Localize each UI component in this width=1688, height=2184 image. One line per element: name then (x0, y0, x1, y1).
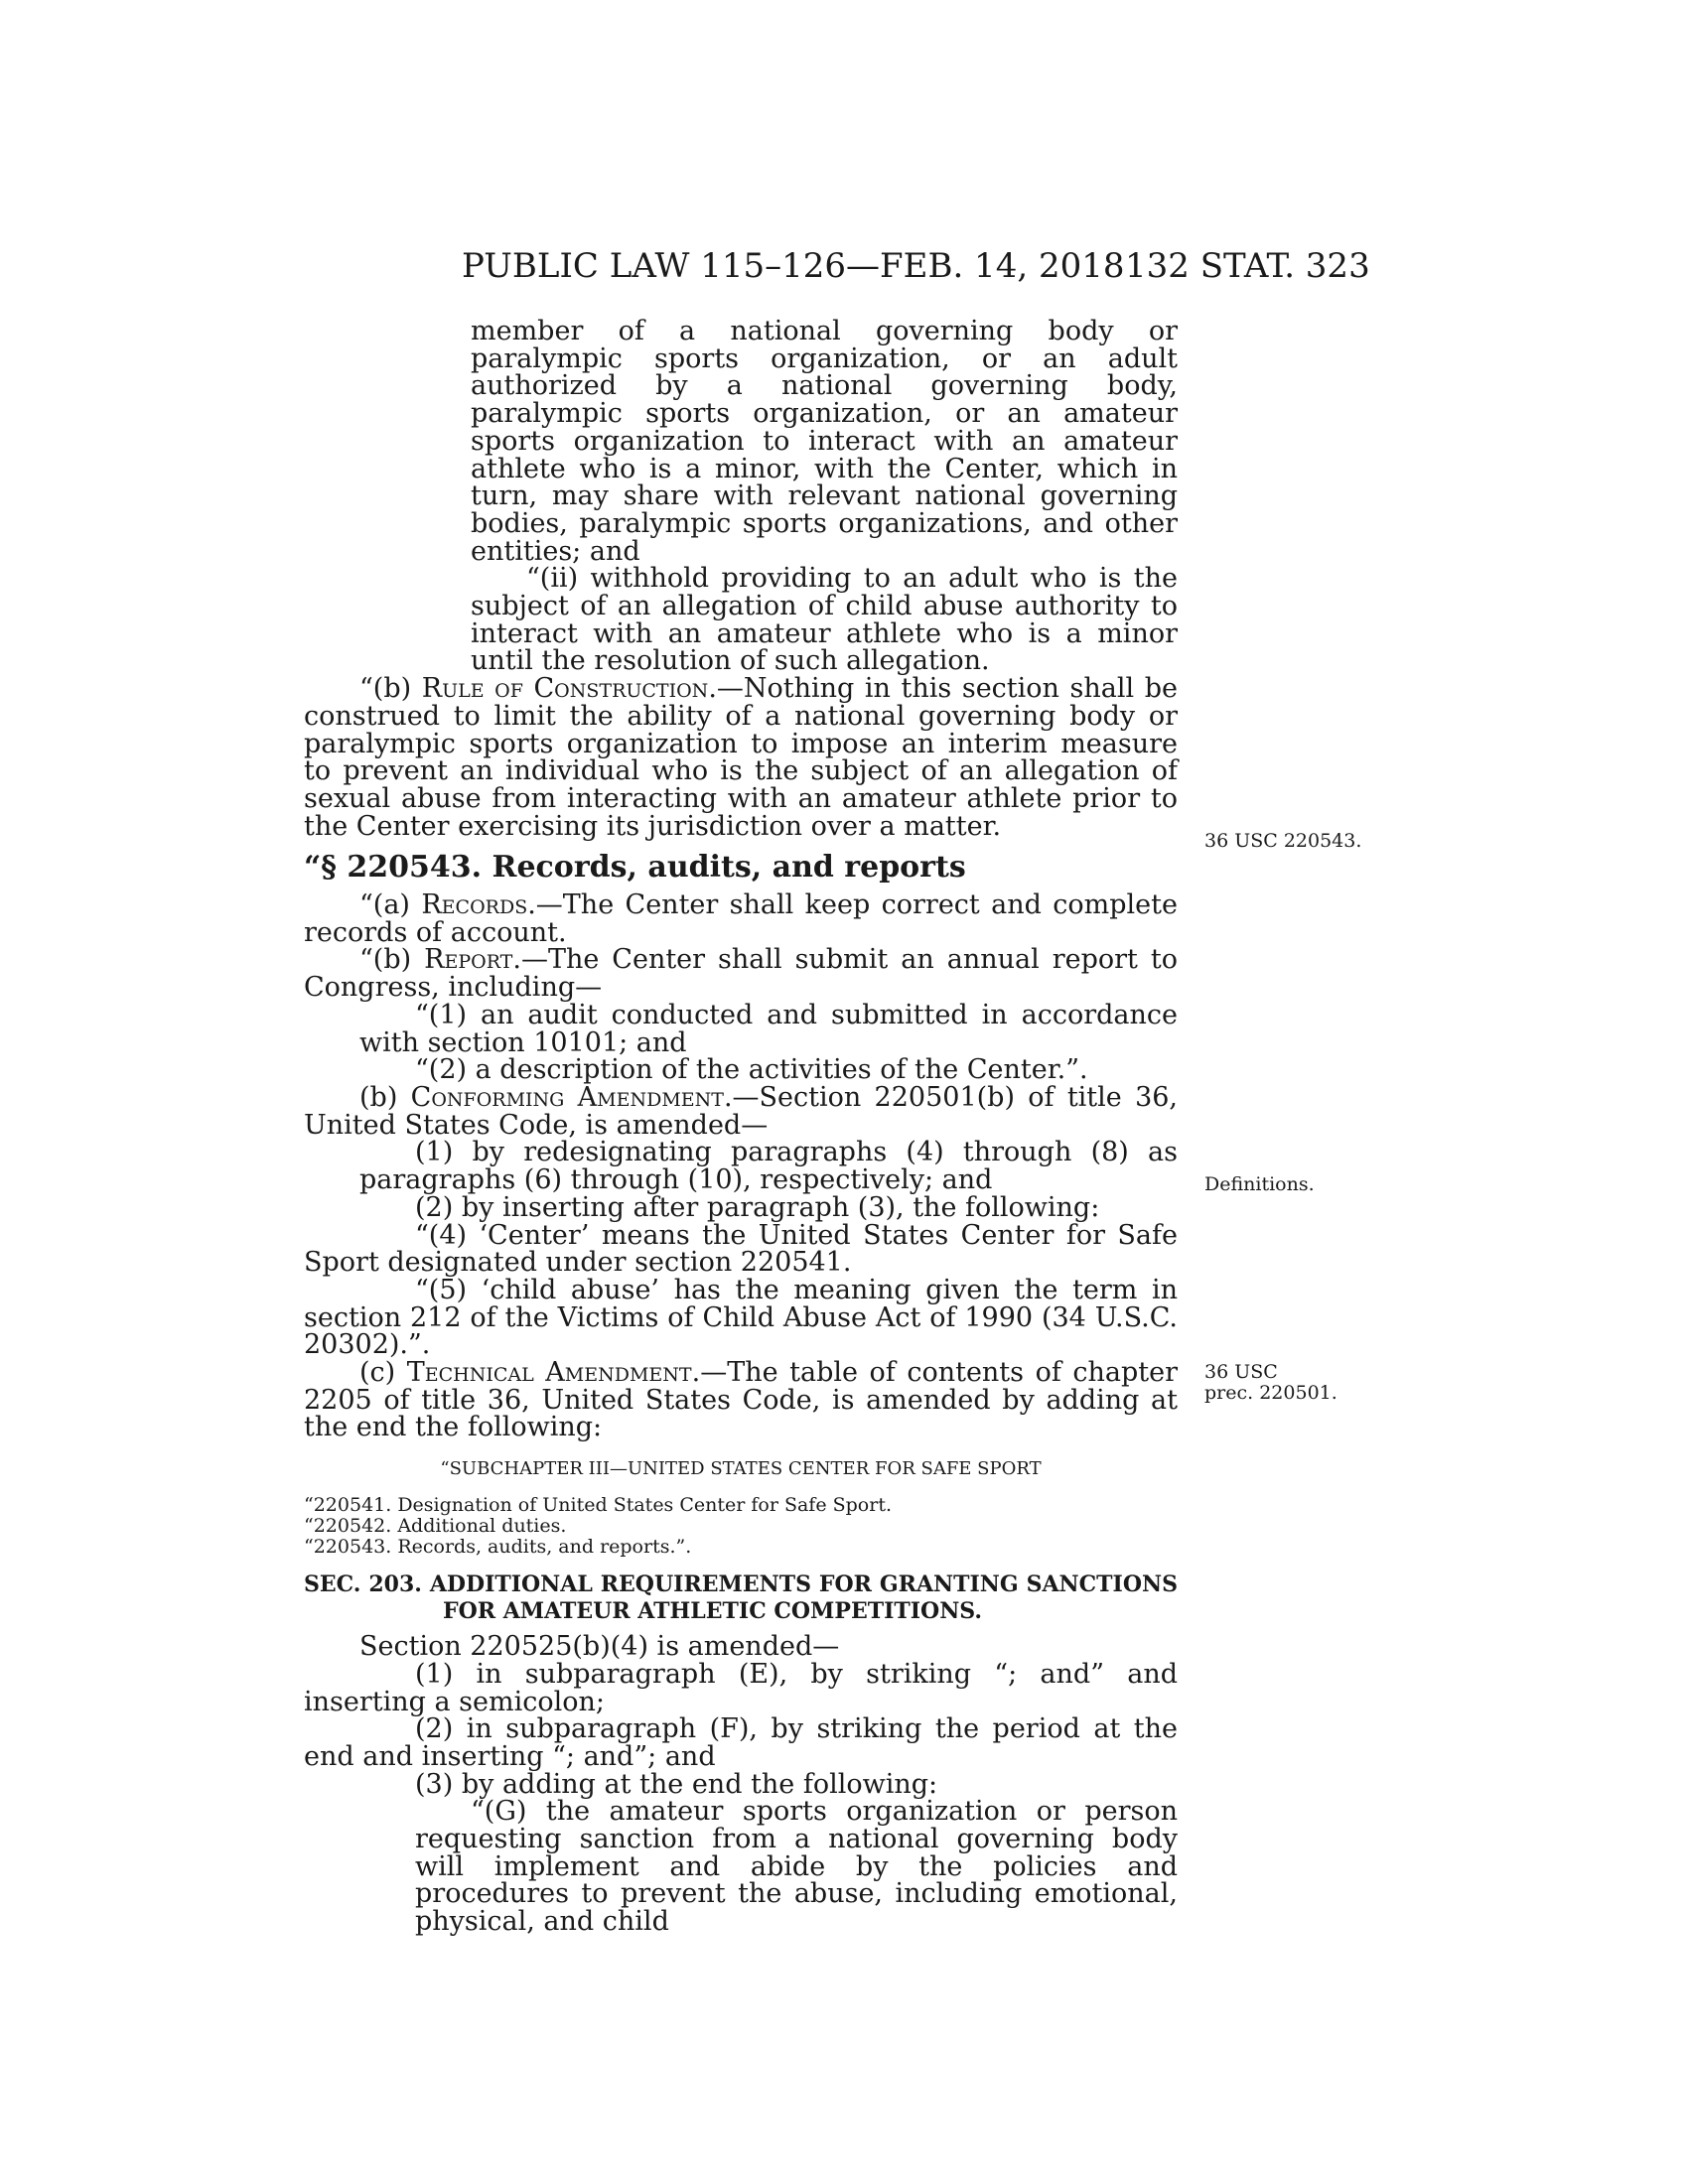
subsection-b-report (304, 944, 1178, 1004)
section-203-paragraph-2: (2) in subparagraph (F), by striking the period at the end and inserting “; and”; and (304, 1713, 1178, 1772)
running-head: PUBLIC LAW 115–126—FEB. 14, 2018 (462, 246, 1125, 286)
subsection-a-records (304, 891, 1178, 946)
margin-note-usc-line2: prec. 220501. (1204, 1382, 1337, 1404)
page-number: 132 STAT. 323 (1125, 246, 1370, 286)
paragraph-2-description: “(2) a description of the activities of the Center.”. (415, 1054, 1088, 1086)
conforming-paragraph-2: (2) by inserting after paragraph (3), the following: (415, 1191, 1100, 1223)
clause-ii: “(ii) withhold providing to an adult who is the subject of an allegation of child abuse authority to interact with an amateur athlete who is a minor until the resolution of such allegation. (471, 563, 1178, 677)
subsection-b-heading: Rule of Construction (421, 673, 709, 705)
section-203-paragraph-3: (3) by adding at the end the following: (415, 1768, 938, 1800)
subsection-b-prefix: “(b) (359, 673, 422, 705)
toc-item: “220543. Records, audits, and reports.”. (304, 1536, 692, 1559)
conforming-amendment-prefix: (b) (359, 1081, 411, 1113)
toc-item: “220542. Additional duties. (304, 1515, 567, 1538)
conforming-amendment-heading: Conforming Amendment (410, 1081, 724, 1113)
subsection-b-rule (304, 675, 1178, 840)
paragraph-1-audit: “(1) an audit conducted and submitted in accordance with section 10101; and (359, 999, 1178, 1058)
subsection-a-prefix: “(a) (359, 889, 422, 921)
paragraph-continuation: member of a national governing body or paralympic sports organization, or an adult authorized by a national governing body, paralympic sports organization, or an amateur sports organization to interact with an amateur athlete who is a minor, with the Center, which in turn, may share with relevant national governing bodies, paralympic sports organizations, and other entities; and (471, 316, 1178, 567)
subsection-b-text: .—Nothing in this section shall be construed to limit the ability of a national governing body or paralympic sports organization to impose an interim measure to prevent an individual who is the subject of an allegation of sexual abuse from interacting with an amateur athlete prior to the Center exercising its jurisdiction over a matter. (304, 673, 1178, 842)
definition-4-center: “(4) ‘Center’ means the United States Center for Safe Sport designated under section 220541. (304, 1219, 1178, 1279)
subsection-b-report-text: .—The Center shall submit an annual report to Congress, including— (304, 944, 1178, 1004)
subparagraph-G: “(G) the amateur sports organization or person requesting sanction from a national governing body will implement and abide by the policies and procedures to prevent the abuse, including emotional, physical, and child (415, 1796, 1178, 1938)
margin-note-usc-220543: 36 USC 220543. (1204, 830, 1362, 852)
conforming-amendment-text: .—Section 220501(b) of title 36, United States Code, is amended— (304, 1081, 1179, 1141)
margin-note-usc-line1: 36 USC (1204, 1361, 1278, 1383)
subsection-b-report-prefix: “(b) (359, 944, 425, 976)
technical-amendment-heading: Technical Amendment (406, 1357, 692, 1389)
subsection-b-report-heading: Report (424, 944, 513, 976)
toc-item: “220541. Designation of United States Center for Safe Sport. (304, 1494, 892, 1517)
toc-subchapter-title: “SUBCHAPTER III—UNITED STATES CENTER FOR SAFE SPORT (440, 1458, 1042, 1480)
section-203-intro: Section 220525(b)(4) is amended— (359, 1631, 840, 1663)
section-203-heading: SEC. 203. ADDITIONAL REQUIREMENTS FOR GRANTING SANCTIONS FOR AMATEUR ATHLETIC COMPETITIONS. (304, 1571, 1178, 1625)
margin-note-definitions: Definitions. (1204, 1173, 1315, 1195)
section-220543-heading: “§ 220543. Records, audits, and reports (304, 850, 966, 886)
section-203-paragraph-1: (1) in subparagraph (E), by striking “; and” and inserting a semicolon; (304, 1658, 1178, 1717)
text-column-top (304, 318, 1178, 1936)
technical-amendment (304, 1359, 1178, 1441)
subsection-a-heading: Records (421, 889, 528, 921)
conforming-paragraph-1: (1) by redesignating paragraphs (4) through (8) as paragraphs (6) through (10), respectively; and (359, 1137, 1178, 1196)
margin-note-usc-prec (1204, 1362, 1337, 1404)
definition-5-child-abuse: “(5) ‘child abuse’ has the meaning given the term in section 212 of the Victims of Child Abuse Act of 1990 (34 U.S.C. 20302).”. (304, 1274, 1178, 1361)
conforming-amendment (304, 1081, 1179, 1141)
subsection-a-text: .—The Center shall keep correct and complete records of account. (304, 889, 1178, 948)
technical-amendment-prefix: (c) (359, 1357, 407, 1389)
technical-amendment-text: .—The table of contents of chapter 2205 of title 36, United States Code, is amended by adding at the end the following: (304, 1357, 1178, 1443)
